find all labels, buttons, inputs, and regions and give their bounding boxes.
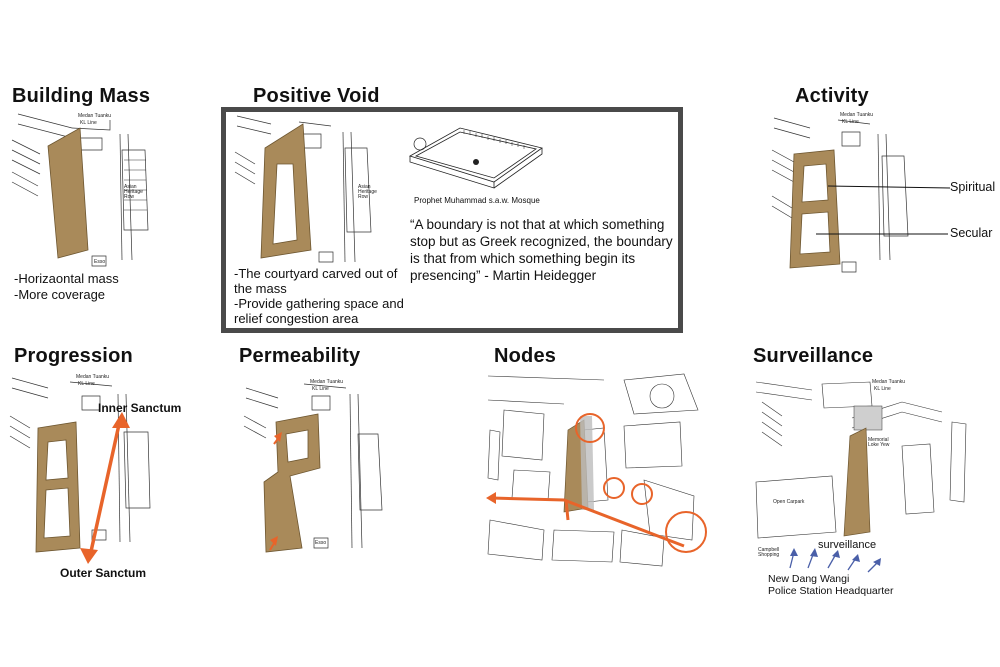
bm-caption-1: -Horizaontal mass bbox=[14, 271, 119, 286]
node-circle-3 bbox=[632, 484, 652, 504]
node-circle-2 bbox=[604, 478, 624, 498]
pe-kl-label: KL Line bbox=[312, 386, 329, 392]
building-mass-map bbox=[10, 110, 170, 270]
quote-line-2: stop but as Greek recognized, the boundary bbox=[410, 234, 673, 249]
pv-caption-2: the mass bbox=[234, 281, 287, 296]
act-medan-label: Medan Tuanku bbox=[840, 112, 874, 118]
mosque-sketch bbox=[402, 118, 552, 192]
title-progression: Progression bbox=[14, 345, 133, 367]
courtyard-mass-shape bbox=[261, 124, 311, 258]
title-activity: Activity bbox=[795, 85, 869, 107]
nodes-map bbox=[484, 370, 704, 570]
pe-esso-label: Esso bbox=[315, 540, 327, 546]
title-permeability: Permeability bbox=[239, 345, 361, 367]
sv-campbell-label: Campbell Shopping bbox=[758, 547, 780, 558]
activity-map bbox=[770, 110, 930, 275]
sv-loke-yew-label: Memorial Loke Yew bbox=[868, 437, 890, 448]
activity-mass-shape bbox=[790, 150, 840, 268]
permeability-map bbox=[242, 372, 412, 562]
label-surveillance: surveillance bbox=[818, 539, 877, 551]
sv-kl-label: KL Line bbox=[874, 386, 891, 392]
label-spiritual: Spiritual bbox=[950, 180, 996, 194]
pv-caption-3: -Provide gathering space and bbox=[234, 296, 404, 311]
quote-line-4: presencing” - Martin Heidegger bbox=[410, 268, 597, 283]
label-inner-sanctum: Inner Sanctum bbox=[98, 401, 182, 415]
arrow-down-icon bbox=[80, 548, 98, 564]
pv-caption-4: relief congestion area bbox=[234, 311, 359, 326]
title-nodes: Nodes bbox=[494, 345, 557, 367]
surveillance-mass-shape bbox=[844, 428, 870, 536]
quote-line-1: “A boundary is not that at which something bbox=[410, 217, 665, 232]
mosque-label: Prophet Muhammad s.a.w. Mosque bbox=[414, 196, 540, 205]
node-circle-4 bbox=[666, 512, 706, 552]
bm-caption-2: -More coverage bbox=[14, 287, 106, 302]
act-kl-label: KL Line bbox=[842, 119, 859, 125]
bm-kl-label: KL Line bbox=[80, 120, 97, 126]
building-mass-shape bbox=[48, 128, 88, 258]
bm-heritage-label: Asian Heritage Row bbox=[124, 184, 143, 200]
progression-mass-shape bbox=[36, 422, 80, 552]
station-line-2: Police Station Headquarter bbox=[768, 585, 894, 597]
pr-kl-label: KL Line bbox=[78, 381, 95, 387]
sv-medan-label: Medan Tuanku bbox=[872, 379, 906, 385]
pv-caption-1: -The courtyard carved out of bbox=[234, 266, 398, 281]
quote-line-3: is that from which something begin its bbox=[410, 251, 636, 266]
bm-esso-label: Esso bbox=[94, 259, 106, 265]
pr-medan-label: Medan Tuanku bbox=[76, 374, 110, 380]
label-outer-sanctum: Outer Sanctum bbox=[60, 566, 147, 580]
label-secular: Secular bbox=[950, 226, 993, 240]
pv-heritage-label: Asian Heritage Row bbox=[358, 184, 377, 200]
pe-medan-label: Medan Tuanku bbox=[310, 379, 344, 385]
bm-medan-label: Medan Tuanku bbox=[78, 113, 112, 119]
title-building-mass: Building Mass bbox=[12, 85, 151, 107]
title-positive-void: Positive Void bbox=[253, 85, 380, 107]
title-surveillance: Surveillance bbox=[753, 345, 874, 367]
permeability-mass-shape bbox=[264, 414, 320, 552]
station-line-1: New Dang Wangi bbox=[768, 573, 850, 585]
sv-carpark-label: Open Carpark bbox=[773, 499, 805, 505]
arrow-left-icon bbox=[486, 492, 496, 504]
